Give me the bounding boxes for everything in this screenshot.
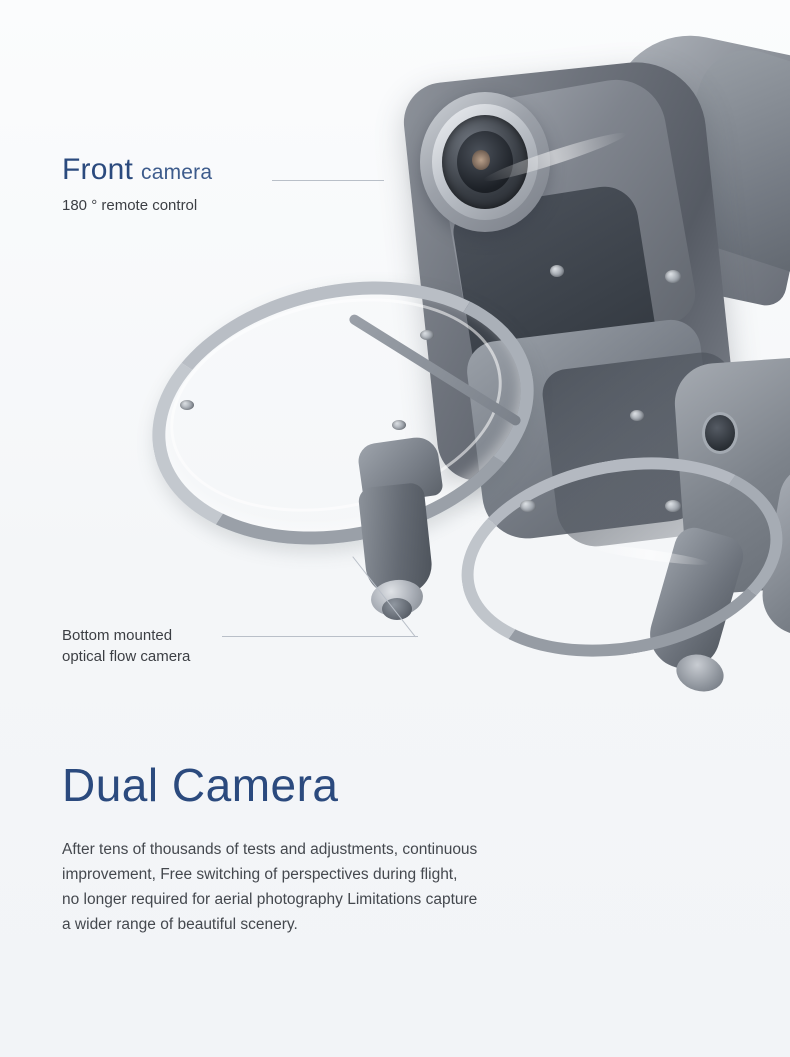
body-screw-5 [665,500,681,512]
paragraph-line: a wider range of beautiful scenery. [62,915,298,933]
lower-highlight-streak [590,542,710,569]
drone-arm-top-right-secondary [654,37,790,283]
guard-screw-2 [420,330,434,340]
propeller-guard-ring-left [128,248,559,579]
drone-arm-right-lower [672,354,790,595]
drone-landing-gear-right [642,523,748,677]
front-camera-lens-bezel [432,104,538,220]
leader-line-bottom-camera-diagonal [352,556,416,637]
leader-line-bottom-camera-horizontal [222,636,418,637]
drone-landing-gear-far-right [756,460,790,650]
front-camera-lens-ring [442,115,528,209]
drone-body-dark-panel [450,182,666,418]
callout-bottom-camera-line2: optical flow camera [62,648,191,665]
drone-arm-top-right [576,21,790,309]
feature-description-block [62,760,722,937]
front-camera-lens-glass [457,131,513,193]
drone-landing-gear-right-cap [672,649,728,697]
callout-bottom-camera [62,625,190,667]
front-camera-lens-glint [472,150,490,170]
callout-front-camera-title-main: Front [62,153,134,186]
callout-front-camera-detail: 180 ° remote control [62,197,198,214]
side-sensor [705,415,735,451]
guard-screw-1 [180,400,194,410]
paragraph-line: improvement, Free switching of perspectives during flight, [62,865,458,883]
front-camera-lens-housing [420,92,550,232]
callout-front-camera [62,155,212,214]
drone-body-main [400,55,740,484]
feature-description-paragraph [62,837,722,937]
drone-motor-housing [356,435,444,506]
callout-front-camera-title-sub: camera [141,161,213,184]
drone-body-lower [464,316,722,543]
drone-body-top-shell [430,72,700,358]
body-screw-2 [665,270,681,283]
body-highlight-streak [482,127,629,187]
drone-body-shading [540,349,751,551]
body-screw-3 [630,410,644,421]
body-screw-1 [550,265,564,277]
leader-line-front-camera [272,180,384,181]
paragraph-line: no longer required for aerial photography Limitations capture [62,890,478,908]
propeller-guard-ring-left-inner [150,269,521,540]
page-title: Dual Camera [62,759,339,811]
callout-front-camera-title [62,155,212,185]
callout-bottom-camera-line1: Bottom mounted [62,627,173,644]
propeller-guard-ring-lower [446,433,790,680]
paragraph-line: After tens of thousands of tests and adjustments, continuous [62,840,478,858]
drone-motor-body [357,482,434,598]
drone-illustration [120,30,790,730]
guard-screw-3 [392,420,406,430]
body-screw-4 [520,500,536,512]
drone-motor-arm [348,313,523,427]
